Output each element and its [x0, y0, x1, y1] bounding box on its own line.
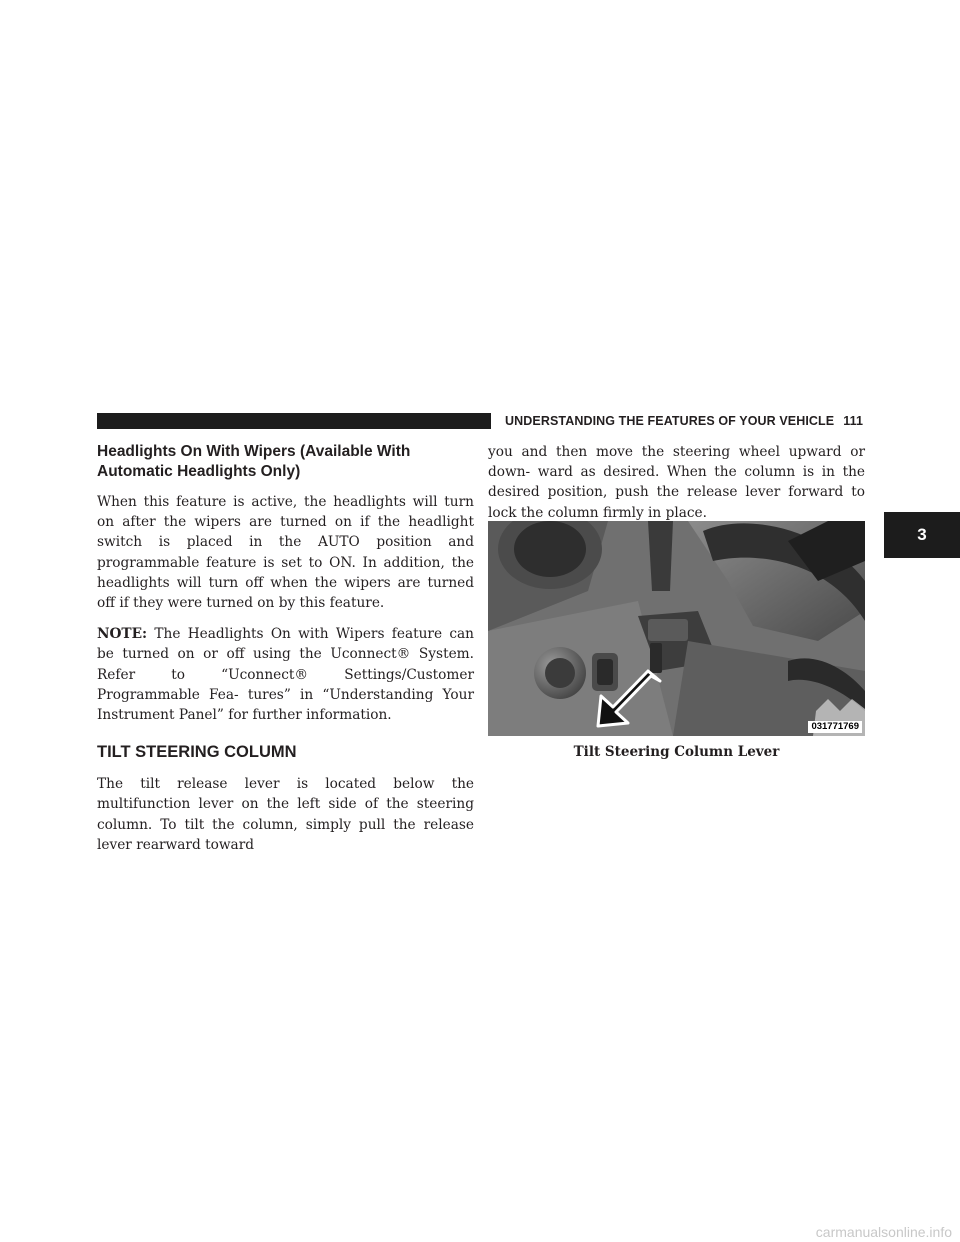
paragraph-tilt-continued: you and then move the steering wheel upward or down- ward as desired. When the column is in the desired position, push the release lever forward to lock the column firmly in place. — [488, 444, 865, 521]
section-heading-tilt-steering: TILT STEERING COLUMN — [97, 743, 297, 762]
header-rule-bar — [97, 413, 491, 429]
figure-code: 031771769 — [808, 721, 862, 733]
left-column — [97, 442, 474, 855]
figure-caption: Tilt Steering Column Lever — [573, 744, 780, 760]
paragraph-headlights-wipers: When this feature is active, the headlights will turn on after the wipers are turned on if the headlight switch is placed in the AUTO position and programmable feature is set to ON. In addition, the headlights will turn off when the wipers are turned off if they were turned on by this feature. — [97, 494, 474, 612]
tilt-steering-photo — [488, 521, 865, 736]
running-header — [505, 413, 865, 429]
dashboard-illustration — [488, 521, 865, 736]
chapter-tab: 3 — [884, 512, 960, 558]
note-label: NOTE: — [97, 626, 148, 643]
header-title: UNDERSTANDING THE FEATURES OF YOUR VEHICLE — [505, 414, 835, 428]
right-column — [488, 442, 865, 523]
note-text: The Headlights On with Wipers feature can be turned on or off using the Uconnect® System. Refer to “Uconnect® Settings/Customer Programmable Fea- tures” in “Understanding Your Instrument Panel” for further information. — [97, 626, 474, 724]
page-number: 111 — [843, 414, 863, 428]
subheading-headlights-wipers: Headlights On With Wipers (Available With Automatic Headlights Only) — [97, 443, 411, 480]
watermark: carmanualsonline.info — [815, 1224, 952, 1240]
paragraph-tilt-steering: The tilt release lever is located below the multifunction lever on the left side of the steering column. To tilt the column, simply pull the release lever rearward toward — [97, 776, 474, 853]
note-paragraph — [97, 624, 474, 725]
